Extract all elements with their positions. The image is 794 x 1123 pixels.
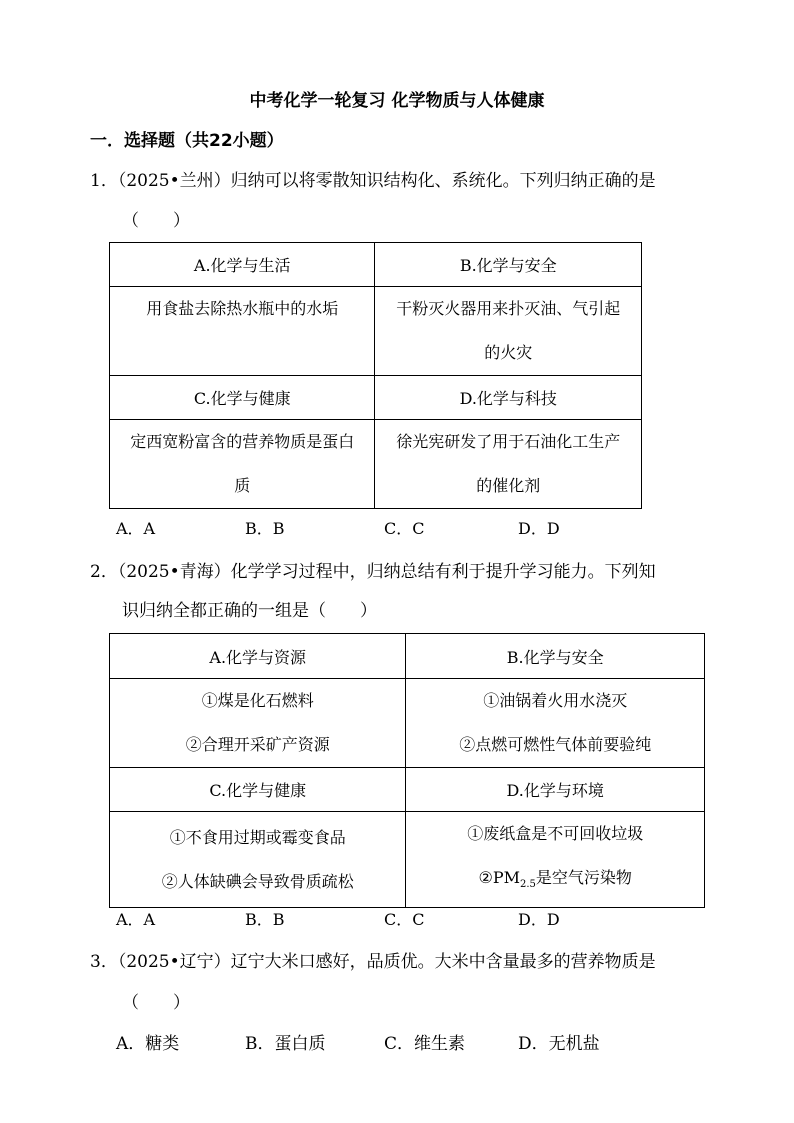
- cell-b-head: B.化学与安全: [375, 243, 642, 287]
- page-title: 中考化学一轮复习 化学物质与人体健康: [249, 91, 545, 111]
- question-source: （2025•兰州）: [117, 171, 231, 191]
- cell-a-body: 用食盐去除热水瓶中的水垢: [110, 287, 375, 376]
- pm-label: ②PM: [478, 868, 521, 887]
- question-text: 辽宁大米口感好，品质优。大米中含量最多的营养物质是: [230, 952, 656, 972]
- cell-b-body: [375, 287, 642, 376]
- cell-c-body-line1: ①不食用过期或霉变食品: [169, 827, 346, 847]
- cell-d-body: [406, 812, 705, 908]
- question-2-stem-line2: 识归纳全都正确的一组是（ ）: [122, 601, 377, 621]
- section-heading: 一．选择题（共22小题）: [90, 131, 284, 151]
- pm-text: 是空气污染物: [535, 868, 632, 887]
- cell-c-body: [110, 420, 375, 509]
- cell-c-body-line2: 质: [234, 476, 251, 495]
- question-number: 1．: [90, 171, 118, 191]
- cell-b-body-line2: ②点燃可燃性气体前要验纯: [459, 735, 652, 754]
- cell-b-body-line1: 干粉灭火器用来扑灭油、气引起: [396, 299, 621, 318]
- cell-c-head: C.化学与健康: [110, 376, 375, 420]
- question-source: （2025•辽宁）: [117, 952, 231, 972]
- option-a[interactable]: A．A: [116, 910, 156, 929]
- cell-b-body-line1: ①油锅着火用水浇灭: [483, 691, 628, 710]
- cell-d-body-line2: 的催化剂: [476, 476, 541, 495]
- option-c[interactable]: C．维生素: [384, 1034, 466, 1054]
- cell-c-head: C.化学与健康: [110, 768, 406, 812]
- question-2-table: [109, 633, 705, 908]
- cell-a-head: A.化学与资源: [110, 634, 406, 679]
- question-1-stem-line2: （ ）: [122, 211, 190, 231]
- cell-c-body-line1: 定西宽粉富含的营养物质是蛋白: [130, 432, 355, 451]
- cell-d-body-line2: [406, 856, 704, 907]
- question-number: 2．: [90, 562, 118, 582]
- cell-d-body-line1: ①废纸盒是不可回收垃圾: [467, 824, 644, 843]
- question-source: （2025•青海）: [117, 562, 231, 582]
- cell-b-body-line2: 的火灾: [484, 343, 533, 362]
- question-2-stem-line1: [90, 561, 656, 583]
- question-3-stem-line2: （ ）: [122, 993, 190, 1013]
- pm-subscript: 2.5: [520, 879, 536, 891]
- option-b[interactable]: B．蛋白质: [245, 1034, 326, 1054]
- option-b[interactable]: B．B: [245, 519, 285, 538]
- cell-a-body: [110, 679, 406, 768]
- question-text: 化学学习过程中，归纳总结有利于提升学习能力。下列知: [230, 562, 656, 582]
- question-1-options: [0, 519, 794, 539]
- cell-d-body-line1: 徐光宪研发了用于石油化工生产: [396, 432, 621, 451]
- cell-a-body-line2: ②合理开采矿产资源: [185, 735, 330, 754]
- option-d[interactable]: D．D: [518, 910, 560, 929]
- cell-b-body: [406, 679, 705, 768]
- option-a[interactable]: A．A: [116, 519, 156, 538]
- cell-c-body-line2: ②人体缺碘会导致骨质疏松: [161, 871, 354, 891]
- question-3-stem-line1: [90, 951, 656, 973]
- question-text: 归纳可以将零散知识结构化、系统化。下列归纳正确的是: [230, 171, 656, 191]
- option-c[interactable]: C．C: [384, 519, 425, 538]
- option-d[interactable]: D．无机盐: [518, 1034, 600, 1054]
- cell-a-head: A.化学与生活: [110, 243, 375, 287]
- option-d[interactable]: D．D: [518, 519, 560, 538]
- cell-d-head: D.化学与环境: [406, 768, 705, 812]
- cell-a-body-line1: ①煤是化石燃料: [201, 691, 314, 710]
- cell-b-head: B.化学与安全: [406, 634, 705, 679]
- question-1-table: [109, 242, 642, 509]
- option-a[interactable]: A．糖类: [116, 1034, 180, 1054]
- cell-d-head: D.化学与科技: [375, 376, 642, 420]
- cell-c-body: [110, 812, 406, 908]
- cell-d-body: [375, 420, 642, 509]
- question-number: 3．: [90, 952, 118, 972]
- question-2-options: [0, 910, 794, 930]
- option-b[interactable]: B．B: [245, 910, 285, 929]
- question-1-stem-line1: [90, 170, 656, 192]
- option-c[interactable]: C．C: [384, 910, 425, 929]
- question-3-options: [0, 1034, 794, 1056]
